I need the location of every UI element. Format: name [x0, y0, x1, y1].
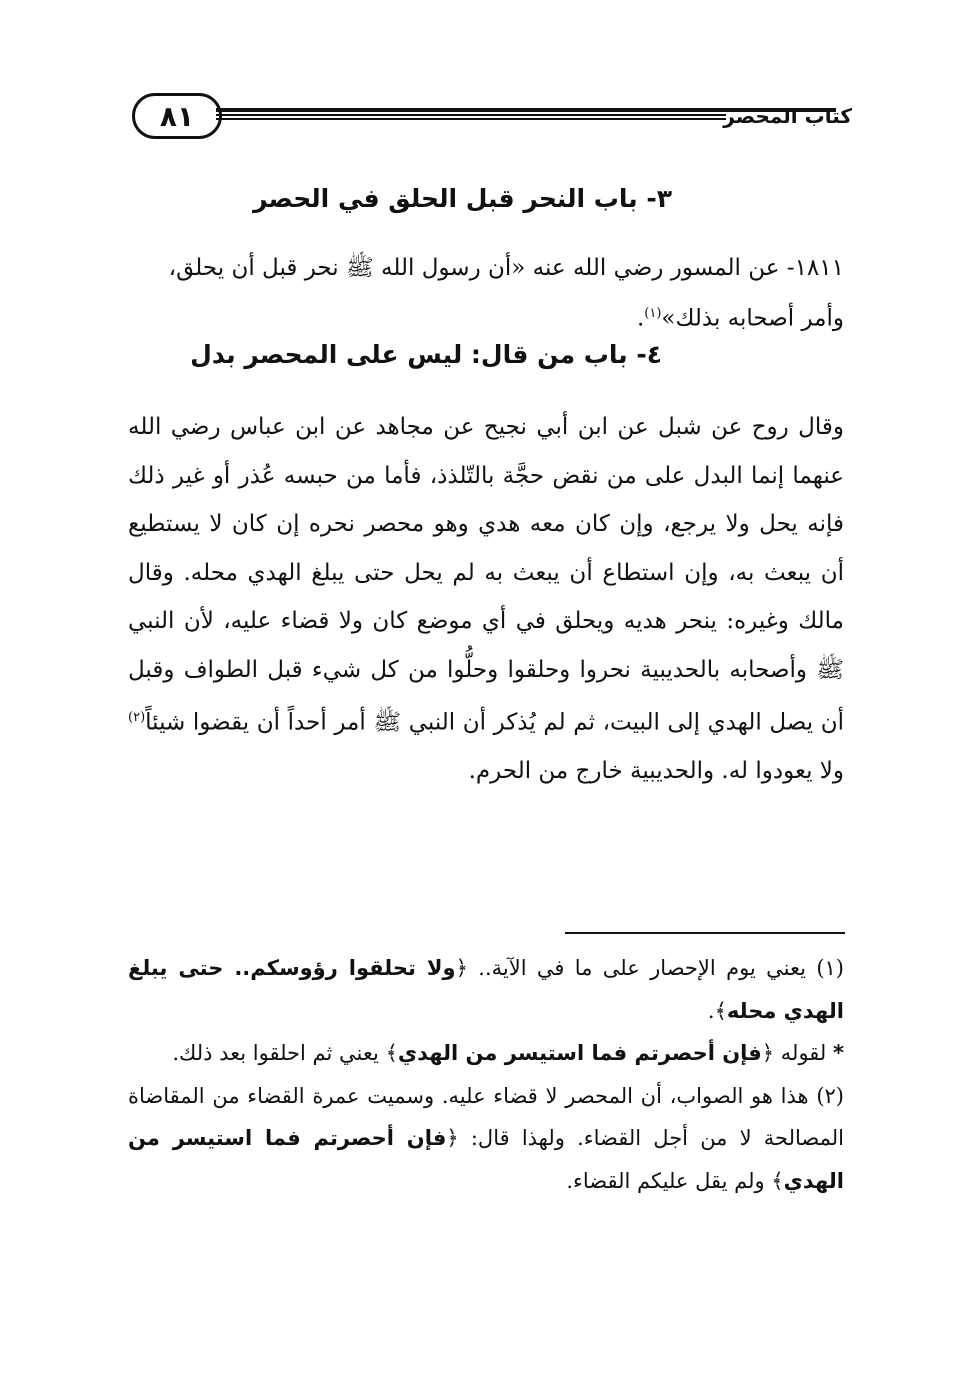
footnotes: [128, 947, 844, 1202]
footnote-text: يعني يوم الإحصار على ما في الآية..: [478, 956, 806, 980]
quran-verse: ولا تحلقوا رؤوسكم.. حتى يبلغ الهدي محله: [128, 956, 844, 1023]
section-heading-3: ٣- باب النحر قبل الحلق في الحصر: [253, 184, 672, 213]
quran-verse: فإن أحصرتم فما استيسر من الهدي: [397, 1041, 762, 1065]
footnote-star: [128, 1032, 844, 1075]
page-header: [132, 86, 852, 146]
footnote-text: لقوله: [780, 1041, 827, 1065]
footnote-text: ولم يقل عليكم القضاء.: [566, 1168, 765, 1193]
verse-open-bracket: ﴿: [761, 1041, 775, 1065]
body-text-part2: ولا يعودوا له. والحديبية خارج من الحرم.: [468, 758, 844, 785]
hadith-end: .: [636, 305, 645, 332]
quran-verse: فإن أحصرتم فما استيسر من الهدي: [128, 1126, 844, 1193]
footnote-ref: (٢): [128, 710, 146, 725]
hadith-text: عن المسور رضي الله عنه «أن رسول الله ﷺ نحر قبل أن يحلق، وأمر أصحابه بذلك»: [168, 255, 844, 332]
verse-open-bracket: ﴿: [455, 956, 468, 980]
footnote-ref: (١): [644, 306, 662, 321]
page-number-badge: [132, 93, 222, 139]
verse-close-bracket: ﴾: [771, 1168, 784, 1193]
header-rule: [216, 118, 726, 120]
star-marker: *: [833, 1041, 844, 1065]
hadith-number: ١٨١١-: [786, 255, 844, 281]
verse-close-bracket: ﴾: [385, 1041, 398, 1065]
footnote-end: .: [707, 998, 715, 1023]
footnote-marker: (٢): [816, 1083, 844, 1108]
footnote-text: هذا هو الصواب، أن المحصر لا قضاء عليه. وسميت عمرة القضاء من المقاضاة المصالحة لا من أجل القضاء. ولهذا قال:: [128, 1083, 844, 1150]
footnote-2: [128, 1075, 844, 1203]
verse-open-bracket: ﴿: [446, 1126, 459, 1150]
book-title: كتاب المحصر: [723, 104, 852, 128]
verse-close-bracket: ﴾: [714, 998, 727, 1023]
footnote-divider: [565, 932, 845, 934]
footnote-text: يعني ثم احلقوا بعد ذلك.: [172, 1041, 379, 1065]
header-rule: [216, 114, 726, 116]
section-heading-4: ٤- باب من قال: ليس على المحصر بدل: [190, 340, 662, 369]
page-number: ٨١: [159, 99, 195, 133]
body-text-part1: وقال روح عن شبل عن ابن أبي نجيح عن مجاهد عن ابن عباس رضي الله عنهما إنما البدل على من نقض حجَّة بالتّلذذ، فأما من حبسه عُذر أو غير ذلك فإنه يحل ولا يرجع، وإن كان معه هدي وهو محصر نحره إن كان لا يستطيع أن يبعث به، وإن استطاع أن يبعث به لم يحل حتى يبلغ الهدي محله. وقال مالك وغيره: ينحر هديه ويحلق في أي موضع كان ولا قضاء عليه، لأن النبي ﷺ وأصحابه بالحديبية نحروا وحلقوا وحلُّوا من كل شيء قبل الطواف وقبل أن يصل الهدي إلى البيت، ثم لم يُذكر أن النبي ﷺ أمر أحداً أن يقضوا شيئاً: [128, 414, 844, 736]
body-paragraph: [128, 403, 844, 796]
hadith-1811: [130, 245, 844, 342]
footnote-1: [128, 947, 844, 1032]
footnote-marker: (١): [816, 956, 844, 980]
